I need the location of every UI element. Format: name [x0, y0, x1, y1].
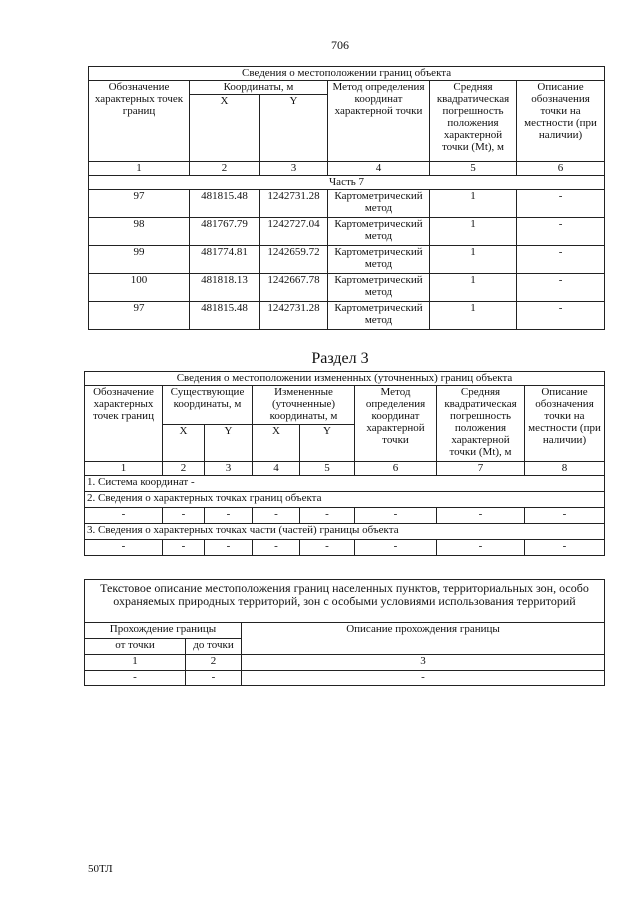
coord-x: 481767.79: [190, 218, 260, 246]
boundary-location-table: [88, 66, 605, 330]
header-designation: Обозначение характерных точек границ: [85, 386, 163, 462]
coord-x: 481815.48: [190, 302, 260, 330]
header-y: Y: [260, 95, 328, 162]
error-cell: 1: [430, 218, 517, 246]
table-title: Сведения о местоположении измененных (уточненных) границ объекта: [85, 372, 605, 386]
col-number: 5: [430, 162, 517, 176]
table-title: Текстовое описание местоположения границ населенных пунктов, территориальных зон, особо охраняемых природных территорий, зон с особыми условиями использования территорий: [85, 580, 605, 623]
method-cell: Картометрический метод: [328, 190, 430, 218]
method-cell: Картометрический метод: [328, 218, 430, 246]
coord-x: 481774.81: [190, 246, 260, 274]
dash-cell: -: [85, 540, 163, 556]
description-cell: -: [517, 246, 605, 274]
table-row: [89, 302, 605, 330]
dash-cell: -: [355, 540, 437, 556]
header-existing: Существующие координаты, м: [163, 386, 253, 425]
col-number: 3: [205, 462, 253, 476]
description-cell: -: [517, 218, 605, 246]
coord-y: 1242667.78: [260, 274, 328, 302]
error-cell: 1: [430, 274, 517, 302]
table-row: [89, 218, 605, 246]
table-row: [89, 190, 605, 218]
dash-cell: -: [85, 671, 186, 686]
col-number: 4: [253, 462, 300, 476]
dash-cell: -: [205, 508, 253, 524]
col-number: 6: [355, 462, 437, 476]
point-number: 98: [89, 218, 190, 246]
coord-y: 1242659.72: [260, 246, 328, 274]
col-number: 2: [186, 655, 242, 671]
col-number: 6: [517, 162, 605, 176]
text-description-table: [84, 579, 605, 686]
table-row: [85, 540, 605, 556]
header-error: Средняя квадратическая погрешность положения характерной точки (Mt), м: [437, 386, 525, 462]
dash-cell: -: [525, 540, 605, 556]
col-number: 3: [260, 162, 328, 176]
col-number: 7: [437, 462, 525, 476]
point-number: 99: [89, 246, 190, 274]
header-coordinates: Координаты, м: [190, 81, 328, 95]
point-number: 97: [89, 302, 190, 330]
error-cell: 1: [430, 302, 517, 330]
table-row: [89, 274, 605, 302]
method-cell: Картометрический метод: [328, 246, 430, 274]
header-method: Метод определения координат характерной точки: [355, 386, 437, 462]
description-cell: -: [517, 302, 605, 330]
description-cell: -: [517, 274, 605, 302]
header-x: X: [190, 95, 260, 162]
part-label: Часть 7: [89, 176, 605, 190]
header-y: Y: [300, 425, 355, 462]
coord-y: 1242731.28: [260, 190, 328, 218]
dash-cell: -: [205, 540, 253, 556]
dash-cell: -: [525, 508, 605, 524]
coord-y: 1242731.28: [260, 302, 328, 330]
points-info-row: 2. Сведения о характерных точках границ объекта: [85, 492, 605, 508]
col-number: 3: [242, 655, 605, 671]
error-cell: 1: [430, 190, 517, 218]
col-number: 8: [525, 462, 605, 476]
coord-x: 481818.13: [190, 274, 260, 302]
coordinate-system-row: 1. Система координат -: [85, 476, 605, 492]
dash-cell: -: [253, 508, 300, 524]
dash-cell: -: [300, 508, 355, 524]
header-passage: Прохождение границы: [85, 623, 242, 639]
header-designation: Обозначение характерных точек границ: [89, 81, 190, 162]
header-x: X: [163, 425, 205, 462]
changed-boundaries-table: [84, 371, 605, 556]
col-number: 1: [85, 462, 163, 476]
table-row: [89, 246, 605, 274]
parts-info-row: 3. Сведения о характерных точках части (частей) границы объекта: [85, 524, 605, 540]
col-number: 4: [328, 162, 430, 176]
point-number: 97: [89, 190, 190, 218]
dash-cell: -: [437, 540, 525, 556]
table-title: Сведения о местоположении границ объекта: [89, 67, 605, 81]
dash-cell: -: [186, 671, 242, 686]
page-number: 706: [331, 38, 349, 52]
coord-y: 1242727.04: [260, 218, 328, 246]
dash-cell: -: [163, 540, 205, 556]
header-description: Описание обозначения точки на местности (при наличии): [517, 81, 605, 162]
dash-cell: -: [355, 508, 437, 524]
method-cell: Картометрический метод: [328, 274, 430, 302]
header-description: Описание обозначения точки на местности (при наличии): [525, 386, 605, 462]
dash-cell: -: [242, 671, 605, 686]
header-y: Y: [205, 425, 253, 462]
dash-cell: -: [85, 508, 163, 524]
section-heading: Раздел 3: [311, 350, 369, 367]
table-row: [85, 671, 605, 686]
header-to-point: до точки: [186, 639, 242, 655]
dash-cell: -: [300, 540, 355, 556]
description-cell: -: [517, 190, 605, 218]
header-from-point: от точки: [85, 639, 186, 655]
coord-x: 481815.48: [190, 190, 260, 218]
dash-cell: -: [163, 508, 205, 524]
header-error: Средняя квадратическая погрешность положения характерной точки (Mt), м: [430, 81, 517, 162]
col-number: 1: [85, 655, 186, 671]
col-number: 2: [190, 162, 260, 176]
header-passage-description: Описание прохождения границы: [242, 623, 605, 655]
dash-cell: -: [437, 508, 525, 524]
method-cell: Картометрический метод: [328, 302, 430, 330]
col-number: 5: [300, 462, 355, 476]
col-number: 1: [89, 162, 190, 176]
dash-cell: -: [253, 540, 300, 556]
error-cell: 1: [430, 246, 517, 274]
col-number: 2: [163, 462, 205, 476]
header-method: Метод определения координат характерной точки: [328, 81, 430, 162]
point-number: 100: [89, 274, 190, 302]
header-x: X: [253, 425, 300, 462]
header-changed: Измененные (уточненные) координаты, м: [253, 386, 355, 425]
table-row: [85, 508, 605, 524]
footer-code: 50ТЛ: [88, 863, 113, 875]
